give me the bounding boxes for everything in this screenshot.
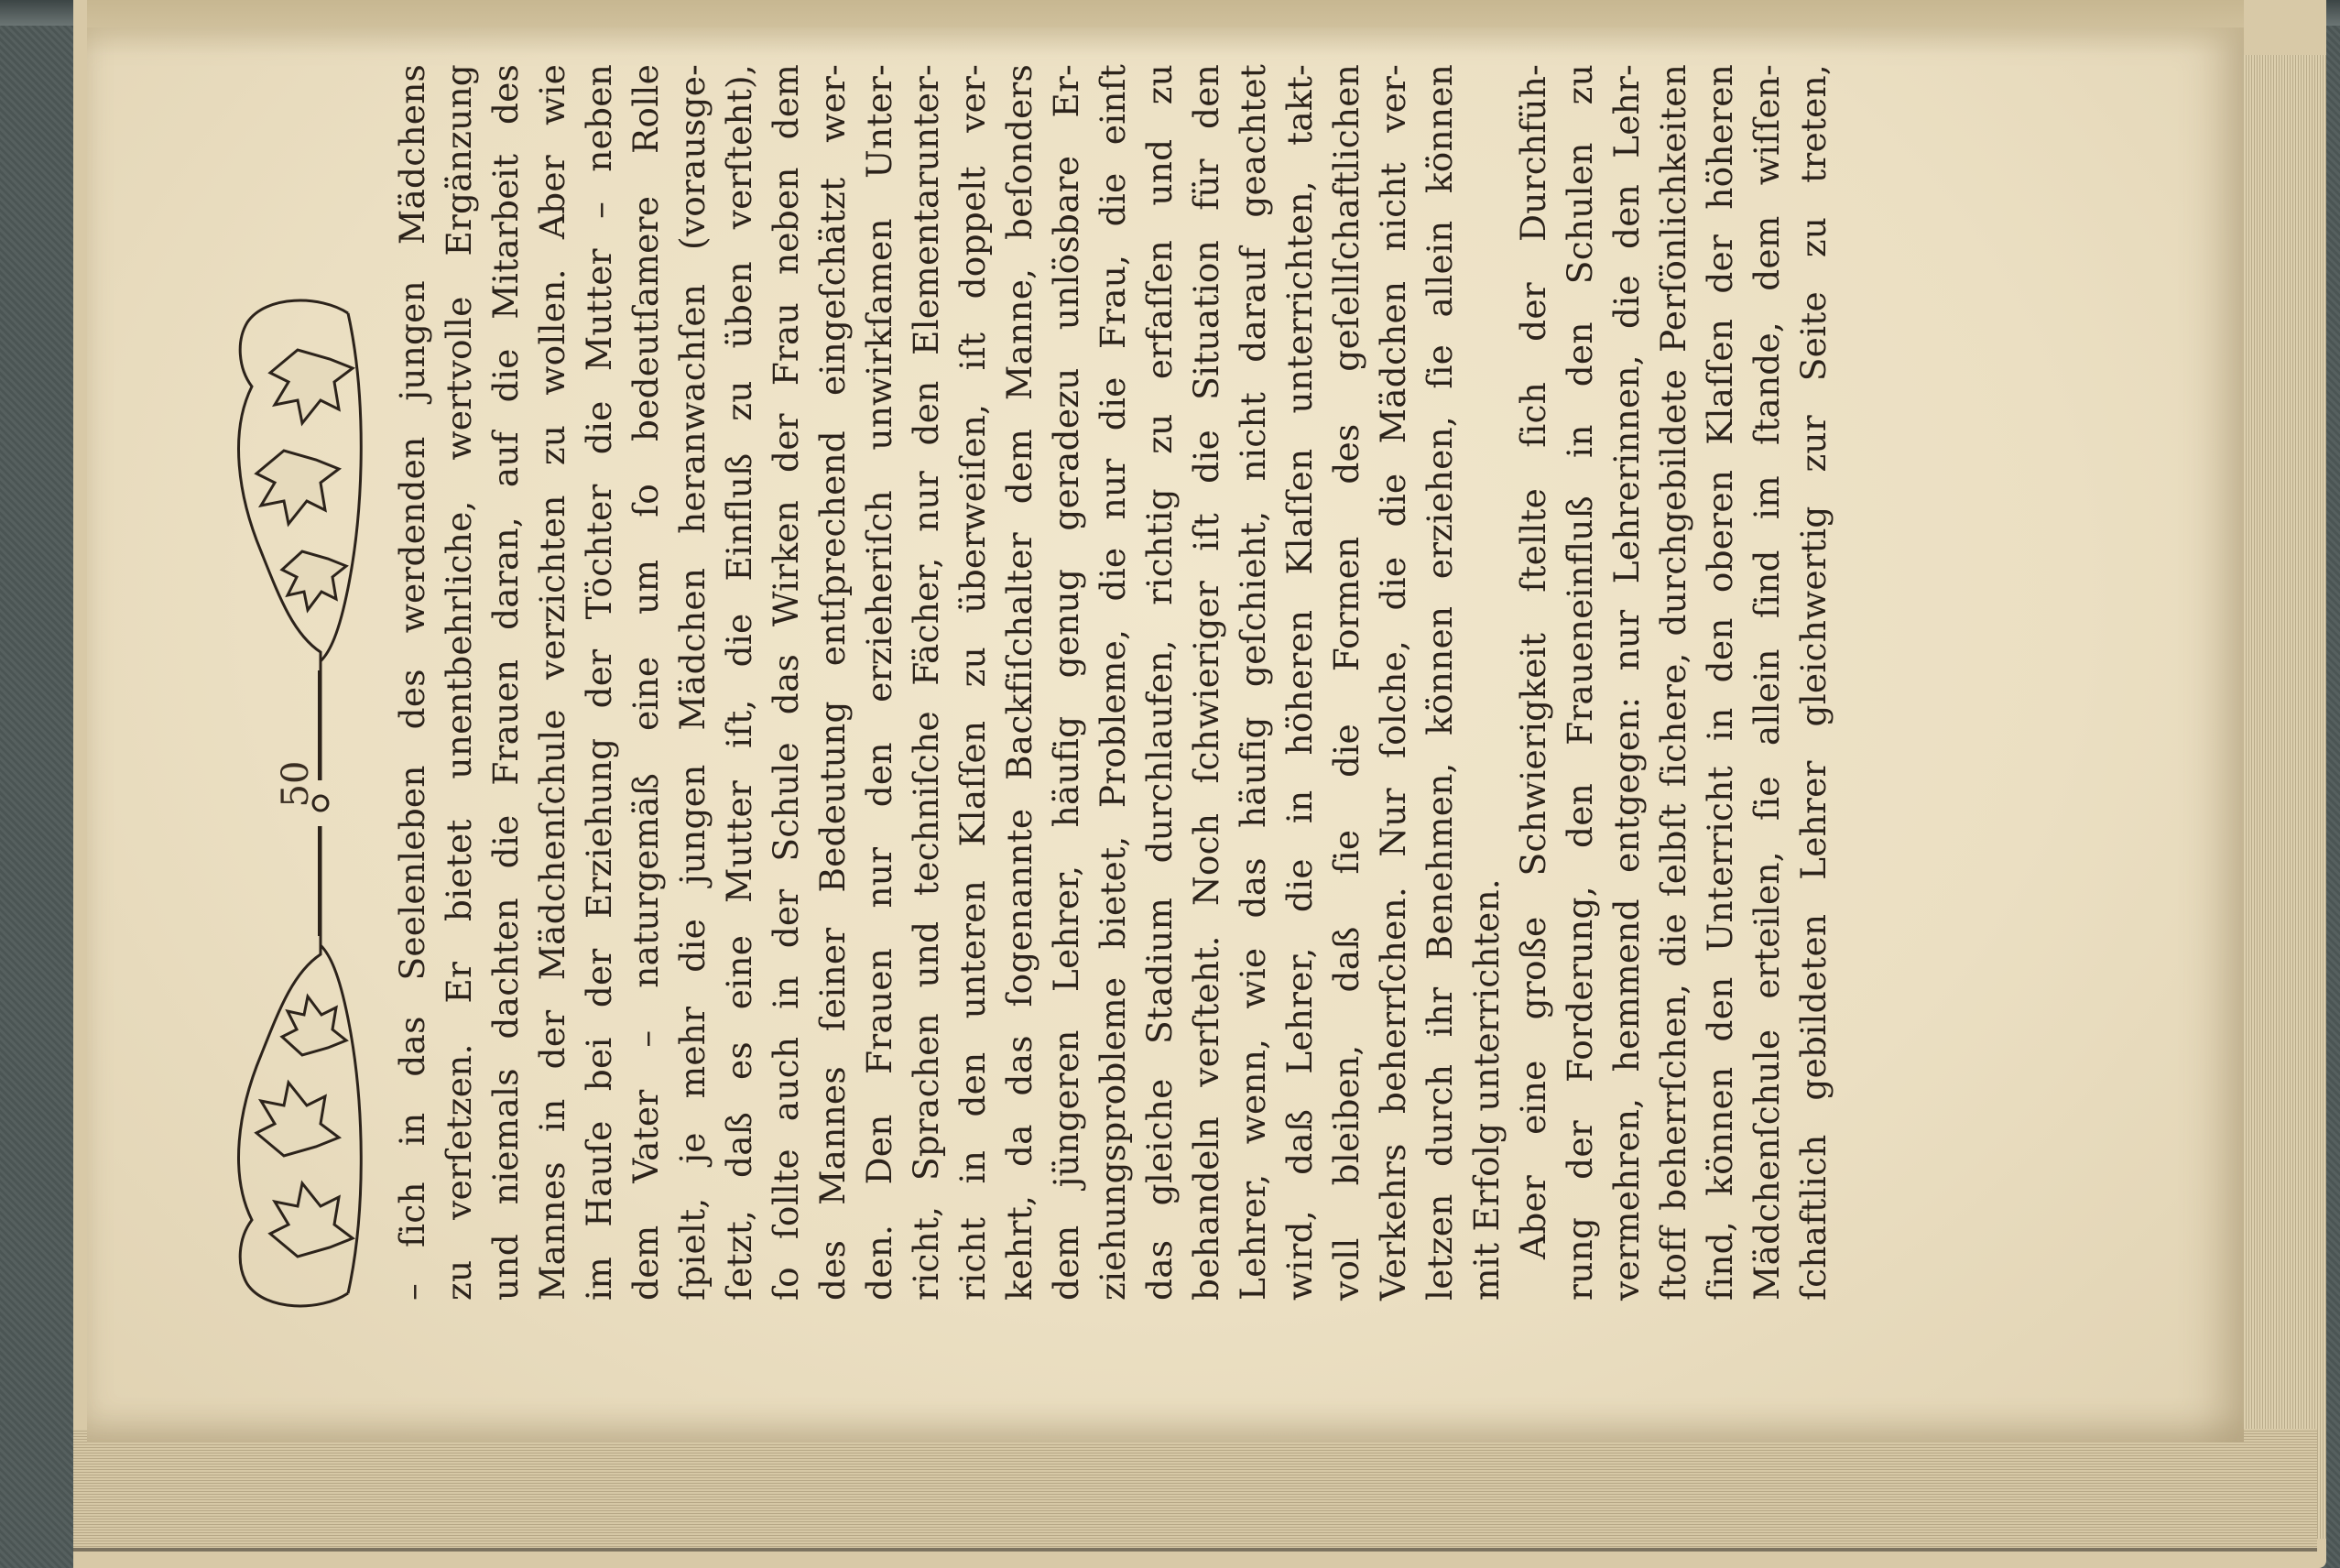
- text-line: voll bleiben, daß ſie die Formen des geſellſchaftlichen: [1326, 64, 1366, 1301]
- text-line: Mannes in der Mädchenſchule verzichten zu wollen. Aber wie: [532, 64, 572, 1301]
- text-line: richt in den unteren Klaſſen zu überweiſen, iſt doppelt ver-: [952, 64, 993, 1301]
- text-line: ſetzt, daß es eine Mutter iſt, die Einfluß zu üben verſteht),: [719, 64, 759, 1301]
- text-line: zu verſetzen. Er bietet unentbehrliche, wertvolle Ergänzung: [439, 64, 479, 1301]
- text-line: im Hauſe bei der Erziehung der Töchter die Mutter – neben: [579, 64, 619, 1301]
- text-line: dem Vater – naturgemäß eine um ſo bedeutſamere Rolle: [626, 64, 666, 1301]
- text-line: ſtoff beherrſchen, die ſelbſt ſichere, durchgebildete Perſönlichkeiten: [1653, 64, 1693, 1301]
- paragraph: [389, 64, 1510, 1301]
- text-line: wird, daß Lehrer, die in höheren Klaſſen unterrichten, takt-: [1279, 64, 1320, 1301]
- text-line: kehrt, da das ſogenannte Backfiſchalter dem Manne, beſonders: [999, 64, 1039, 1301]
- text-line: behandeln verſteht. Noch ſchwieriger iſt die Situation für den: [1186, 64, 1226, 1301]
- paragraph: [1510, 64, 1837, 1301]
- text-line: Mädchenſchule erteilen, ſie allein ſind im ſtande, dem wiſſen-: [1747, 64, 1787, 1301]
- text-line: richt, Sprachen und techniſche Fächer, nur den Elementarunter-: [906, 64, 946, 1301]
- text-line: und niemals dachten die Frauen daran, auf die Mitarbeit des: [485, 64, 526, 1301]
- text-line: ſpielt, je mehr die jungen Mädchen heranwachſen (vorausge-: [672, 64, 713, 1301]
- page-number: 50: [275, 760, 317, 808]
- text-line: mit Erfolg unterrichten.: [1466, 878, 1507, 1301]
- text-line: letzen durch ihr Benehmen, können erziehen, ſie allein können: [1420, 64, 1460, 1301]
- text-line: ſo ſollte auch in der Schule das Wirken der Frau neben dem: [766, 64, 806, 1301]
- text-line: dem jüngeren Lehrer, häufig genug geradezu unlösbare Er-: [1046, 64, 1086, 1301]
- text-line: ziehungsprobleme bietet, Probleme, die nur die Frau, die einſt: [1093, 64, 1133, 1301]
- text-line: Aber eine große Schwierigkeit ſtellte ſich der Durchfüh-: [1513, 64, 1553, 1259]
- text-line: Lehrer, wenn, wie das häufig geſchieht, nicht darauf geachtet: [1233, 64, 1273, 1301]
- text-line: ſchaftlich gebildeten Lehrer gleichwertig zur Seite zu treten,: [1793, 64, 1834, 1301]
- text-line: Verkehrs beherrſchen. Nur ſolche, die die Mädchen nicht ver-: [1373, 64, 1413, 1301]
- text-line: rung der Forderung, den Fraueneinfluß in den Schulen zu: [1560, 64, 1600, 1301]
- text-line: das gleiche Stadium durchlaufen, richtig zu erfaſſen und zu: [1139, 64, 1180, 1301]
- text-line: den. Den Frauen nur den erzieheriſch unwirkſamen Unter-: [859, 64, 899, 1301]
- text-line: – ſich in das Seelenleben des werdenden jungen Mädchens: [392, 64, 432, 1301]
- text-line: vermehren, hemmend entgegen: nur Lehrerinnen, die den Lehr-: [1606, 64, 1647, 1301]
- ivy-leaf-ornament-icon: [211, 286, 380, 1321]
- text-line: ſind, können den Unterricht in den oberen Klaſſen der höheren: [1700, 64, 1740, 1301]
- body-text: [389, 64, 1837, 1301]
- text-line: des Mannes ſeiner Bedeutung entſprechend eingeſchätzt wer-: [812, 64, 853, 1301]
